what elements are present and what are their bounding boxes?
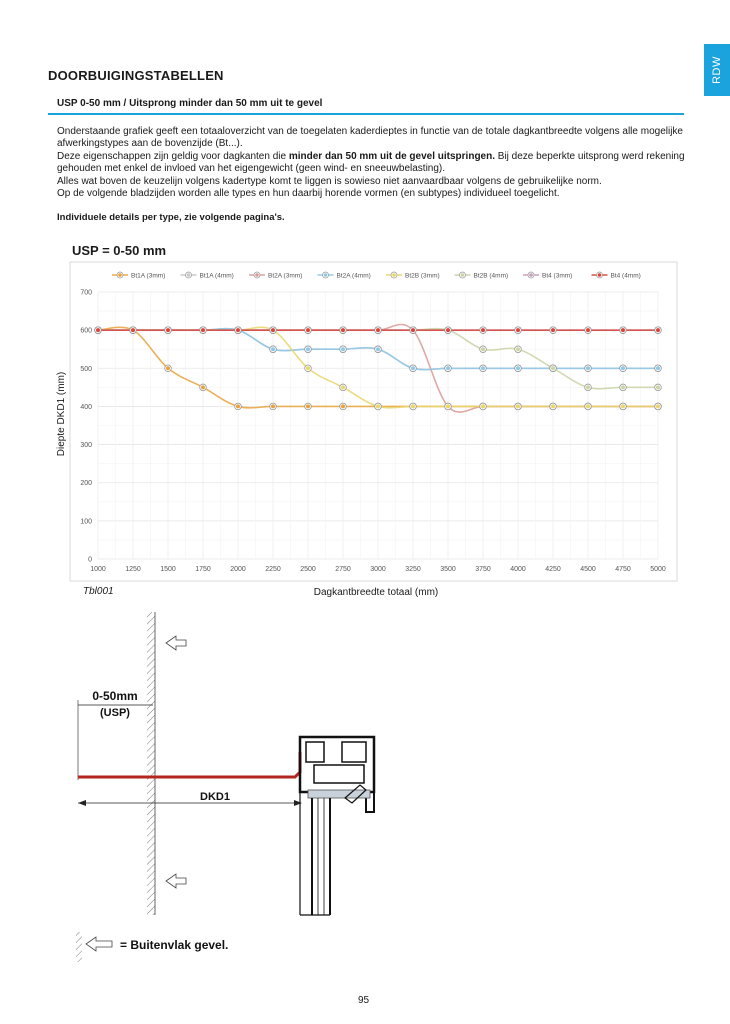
dkd1-arrow-right [294, 800, 302, 806]
intro-paragraph-2: Deze eigenschappen zijn geldig voor dagkanten die minder dan 50 mm uit de gevel uitspringen. Bij deze beperkte uitsprong werd rekening gehouden met enkel de invloed van het eigengewicht (geen wind- en sneeuwbelasting). [57, 150, 685, 175]
x-tick-label: 3750 [475, 566, 491, 573]
legend-entry: Bt1A (3mm) [131, 272, 166, 280]
x-tick-label: 1500 [160, 566, 176, 573]
y-tick-label: 0 [88, 556, 92, 564]
facade-arrow-icon [166, 636, 186, 650]
x-tick-label: 1000 [90, 566, 106, 573]
legend-arrow-icon [86, 937, 112, 951]
y-tick-label: 100 [80, 518, 92, 526]
x-tick-label: 1750 [195, 566, 211, 573]
usp-sub-label: (USP) [100, 707, 130, 719]
detail-note: Individuele details per type, zie volgende pagina's. [57, 212, 285, 223]
y-tick-label: 400 [80, 403, 92, 411]
y-tick-label: 500 [80, 365, 92, 373]
intro-paragraph-1: Onderstaande grafiek geeft een totaaloverzicht van de toegelaten kaderdieptes in functie van de totale dagkantbreedte volgens alle mogelijke afwerkingstypes aan de bovenzijde (Bt...). [57, 126, 683, 150]
intro-paragraph-3: Alles wat boven de keuzelijn volgens kadertype komt te liggen is sowieso niet aanvaardbaar volgens de gebruikelijke norm. [57, 175, 602, 187]
facade-arrow-icon [166, 874, 186, 888]
table-id: Tbl001 [83, 586, 114, 597]
y-axis-label: Diepte DKD1 (mm) [56, 371, 67, 457]
x-tick-label: 4000 [510, 566, 526, 573]
chart-heading: USP = 0-50 mm [72, 243, 167, 258]
y-tick-label: 300 [80, 442, 92, 450]
subtitle: USP 0-50 mm / Uitsprong minder dan 50 mm uit te gevel [57, 98, 323, 109]
dkd1-label: DKD1 [200, 791, 230, 803]
x-tick-label: 3000 [370, 566, 386, 573]
dkd1-arrow-left [78, 800, 86, 806]
intro-paragraph-4: Op de volgende bladzijden worden alle types en hun daarbij horende vormen (en subtypes) individueel toegelicht. [57, 188, 560, 200]
legend-label: = Buitenvlak gevel. [120, 938, 229, 952]
x-tick-label: 2250 [265, 566, 281, 573]
x-tick-label: 3500 [440, 566, 456, 573]
y-tick-label: 700 [80, 289, 92, 297]
legend-entry: Bt2A (3mm) [268, 272, 303, 280]
x-axis-label: Dagkantbreedte totaal (mm) [313, 587, 439, 598]
legend-entry: Bt1A (4mm) [199, 272, 234, 280]
window-frame-profile [300, 737, 374, 915]
legend-entry: Bt4 (4mm) [610, 272, 641, 280]
legend-entry: Bt2B (3mm) [405, 272, 440, 280]
facade-wall-hatch [147, 612, 155, 915]
x-tick-label: 2750 [335, 566, 351, 573]
x-tick-label: 4750 [615, 566, 631, 573]
x-tick-label: 4250 [545, 566, 561, 573]
page-title: DOORBUIGINGSTABELLEN [48, 68, 224, 83]
x-tick-label: 2000 [230, 566, 246, 573]
legend-entry: Bt2A (4mm) [336, 272, 371, 280]
x-tick-label: 5000 [650, 566, 666, 573]
x-tick-label: 1250 [125, 566, 141, 573]
x-tick-label: 4500 [580, 566, 596, 573]
x-tick-label: 3250 [405, 566, 421, 573]
x-tick-label: 2500 [300, 566, 316, 573]
legend-wall-hatch [76, 932, 82, 962]
section-tab-label: RDW [711, 56, 723, 84]
y-tick-label: 600 [80, 327, 92, 335]
sill-profile [78, 752, 300, 777]
legend-entry: Bt2B (4mm) [473, 272, 509, 280]
y-tick-label: 200 [80, 480, 92, 488]
page-number: 95 [358, 995, 370, 1006]
usp-label: 0-50mm [92, 689, 138, 703]
legend-entry: Bt4 (3mm) [542, 272, 573, 280]
